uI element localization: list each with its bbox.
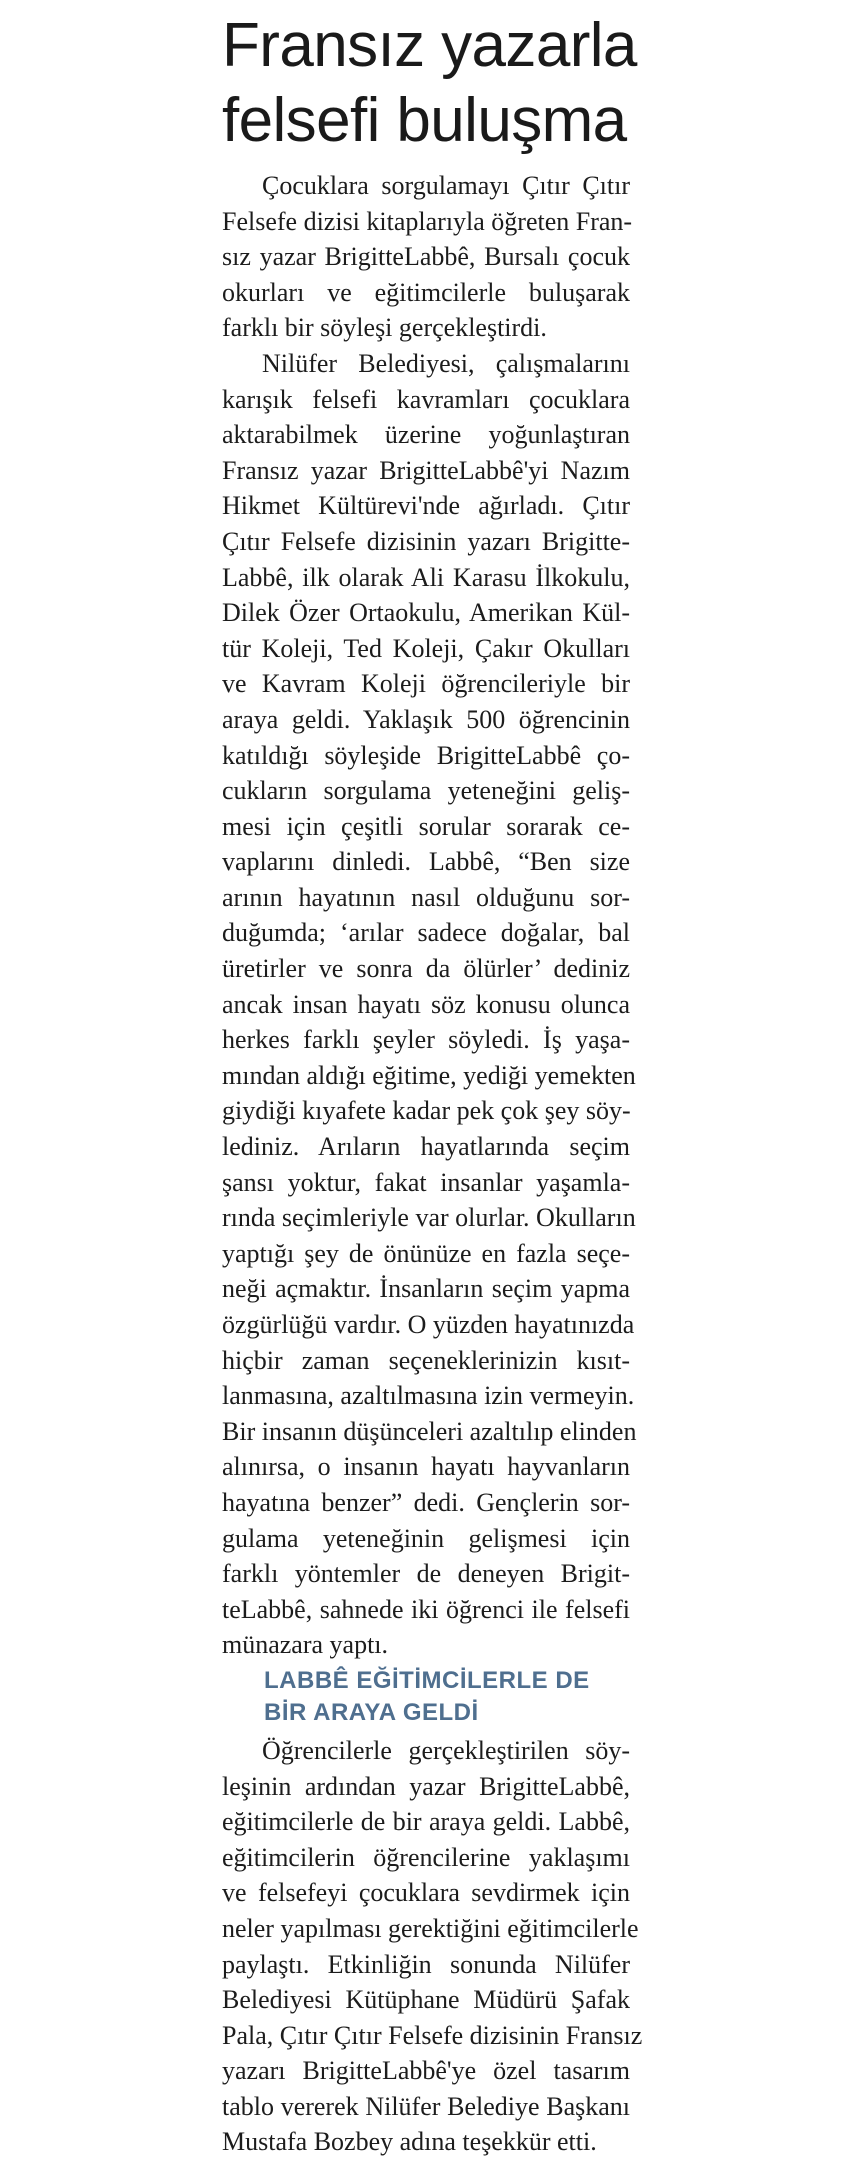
paragraph-line: ve Kavram Koleji öğrencileriyle bir: [222, 669, 630, 699]
paragraph-line: araya geldi. Yaklaşık 500 öğrencinin: [222, 704, 630, 734]
paragraph-line: neler yapılması gerektiğini eğitimcilerle: [222, 1913, 639, 1943]
paragraph-line: özgürlüğü vardır. O yüzden hayatınızda: [222, 1310, 635, 1339]
paragraph-line: eğitimcilerin öğrencilerine yaklaşımı: [222, 1842, 630, 1872]
paragraph-line: gulama yeteneğinin gelişmesi için: [222, 1523, 630, 1553]
paragraph-line: Çocuklara sorgulamayı Çıtır Çıtır: [262, 171, 630, 200]
paragraph-line: Belediyesi Kütüphane Müdürü Şafak: [222, 1985, 630, 2015]
paragraph-line: cukların sorgulama yeteneğini geliş-: [222, 776, 630, 806]
paragraph-line: hayatına benzer” dedi. Gençlerin sor-: [222, 1487, 630, 1517]
paragraph-line: ancak insan hayatı söz konusu olunca: [222, 989, 630, 1019]
paragraph-line: tablo vererek Nilüfer Belediye Başkanı: [222, 2091, 630, 2121]
paragraph-line: mından aldığı eğitime, yediği yemekten: [222, 1060, 636, 1090]
paragraph-line: lanmasına, azaltılmasına izin vermeyin.: [222, 1381, 635, 1411]
paragraph-line: ve felsefeyi çocuklara sevdirmek için: [222, 1878, 630, 1908]
paragraph-line: duğumda; ‘arılar sadece doğalar, bal: [222, 918, 630, 948]
headline-line: felsefi buluşma: [222, 86, 627, 155]
paragraph-line: Mustafa Bozbey adına teşekkür etti.: [222, 2127, 597, 2157]
paragraph-line: katıldığı söyleşide BrigitteLabbê ço-: [222, 740, 630, 770]
paragraph-line: eğitimcilerle de bir araya geldi. Labbê,: [222, 1807, 630, 1837]
paragraph-line: arının hayatının nasıl olduğunu sor-: [222, 882, 630, 912]
article-body: [222, 168, 643, 2160]
paragraph-line: teLabbê, sahnede iki öğrenci ile felsefi: [222, 1594, 630, 1624]
paragraph-line: Labbê, ilk olarak Ali Karasu İlkokulu,: [222, 562, 630, 592]
paragraph-line: mesi için çeşitli sorular sorarak ce-: [222, 811, 630, 841]
paragraph-line: münazara yaptı.: [222, 1630, 389, 1660]
paragraph-line: Fransız yazar BrigitteLabbê'yi Nazım: [222, 455, 630, 485]
article-subheading: [264, 1665, 630, 1729]
paragraph-line: Çıtır Felsefe dizisinin yazarı Brigitte-: [222, 526, 630, 556]
paragraph-line: Bir insanın düşünceleri azaltılıp elinden: [222, 1416, 637, 1446]
paragraph-line: karışık felsefi kavramları çocuklara: [222, 384, 630, 414]
article-paragraph: [222, 1733, 643, 2160]
paragraph-line: hiçbir zaman seçeneklerinizin kısıt-: [222, 1345, 630, 1375]
paragraph-line: üretirler ve sonra da ölürler’ dediniz: [222, 954, 630, 984]
paragraph-line: vaplarını dinledi. Labbê, “Ben size: [222, 847, 630, 877]
paragraph-line: Nilüfer Belediyesi, çalışmalarını: [262, 348, 630, 378]
paragraph-line: farklı yöntemler de deneyen Brigit-: [222, 1559, 630, 1589]
paragraph-line: paylaştı. Etkinliğin sonunda Nilüfer: [222, 1949, 630, 1979]
paragraph-line: alınırsa, o insanın hayatı hayvanların: [222, 1452, 630, 1482]
paragraph-line: aktarabilmek üzerine yoğunlaştıran: [222, 420, 630, 450]
paragraph-line: Pala, Çıtır Çıtır Felsefe dizisinin Fransız: [222, 2020, 643, 2050]
paragraph-line: tür Koleji, Ted Koleji, Çakır Okulları: [222, 633, 630, 663]
paragraph-line: lediniz. Arıların hayatlarında seçim: [222, 1132, 630, 1162]
paragraph-line: Öğrencilerle gerçekleştirilen söy-: [262, 1735, 630, 1765]
paragraph-line: farklı bir söyleşi gerçekleştirdi.: [222, 313, 547, 343]
paragraph-line: rında seçimleriyle var olurlar. Okulların: [222, 1203, 636, 1233]
article-paragraph: [222, 346, 637, 1663]
article-paragraph: [222, 168, 633, 346]
paragraph-line: giydiği kıyafete kadar pek çok şey söy-: [222, 1096, 631, 1126]
subheading-line: LABBÊ EĞİTİMCİLERLE DE: [264, 1666, 590, 1694]
paragraph-line: leşinin ardından yazar BrigitteLabbê,: [222, 1771, 630, 1801]
paragraph-line: okurları ve eğitimcilerle buluşarak: [222, 277, 630, 307]
paragraph-line: yazarı BrigitteLabbê'ye özel tasarım: [222, 2056, 630, 2086]
paragraph-line: herkes farklı şeyler söyledi. İş yaşa-: [222, 1025, 630, 1055]
subheading-line: BİR ARAYA GELDİ: [264, 1698, 479, 1726]
paragraph-line: Felsefe dizisi kitaplarıyla öğreten Fran-: [222, 206, 633, 236]
paragraph-line: Dilek Özer Ortaokulu, Amerikan Kül-: [222, 598, 630, 628]
paragraph-line: Hikmet Kültürevi'nde ağırladı. Çıtır: [222, 491, 630, 521]
paragraph-line: şansı yoktur, fakat insanlar yaşamla-: [222, 1167, 630, 1197]
paragraph-line: sız yazar BrigitteLabbê, Bursalı çocuk: [222, 242, 630, 272]
article-headline: [222, 8, 637, 158]
paragraph-line: yaptığı şey de önünüze en fazla seçe-: [222, 1238, 630, 1268]
headline-line: Fransız yazarla: [222, 11, 637, 80]
paragraph-line: neği açmaktır. İnsanların seçim yapma: [222, 1274, 630, 1304]
